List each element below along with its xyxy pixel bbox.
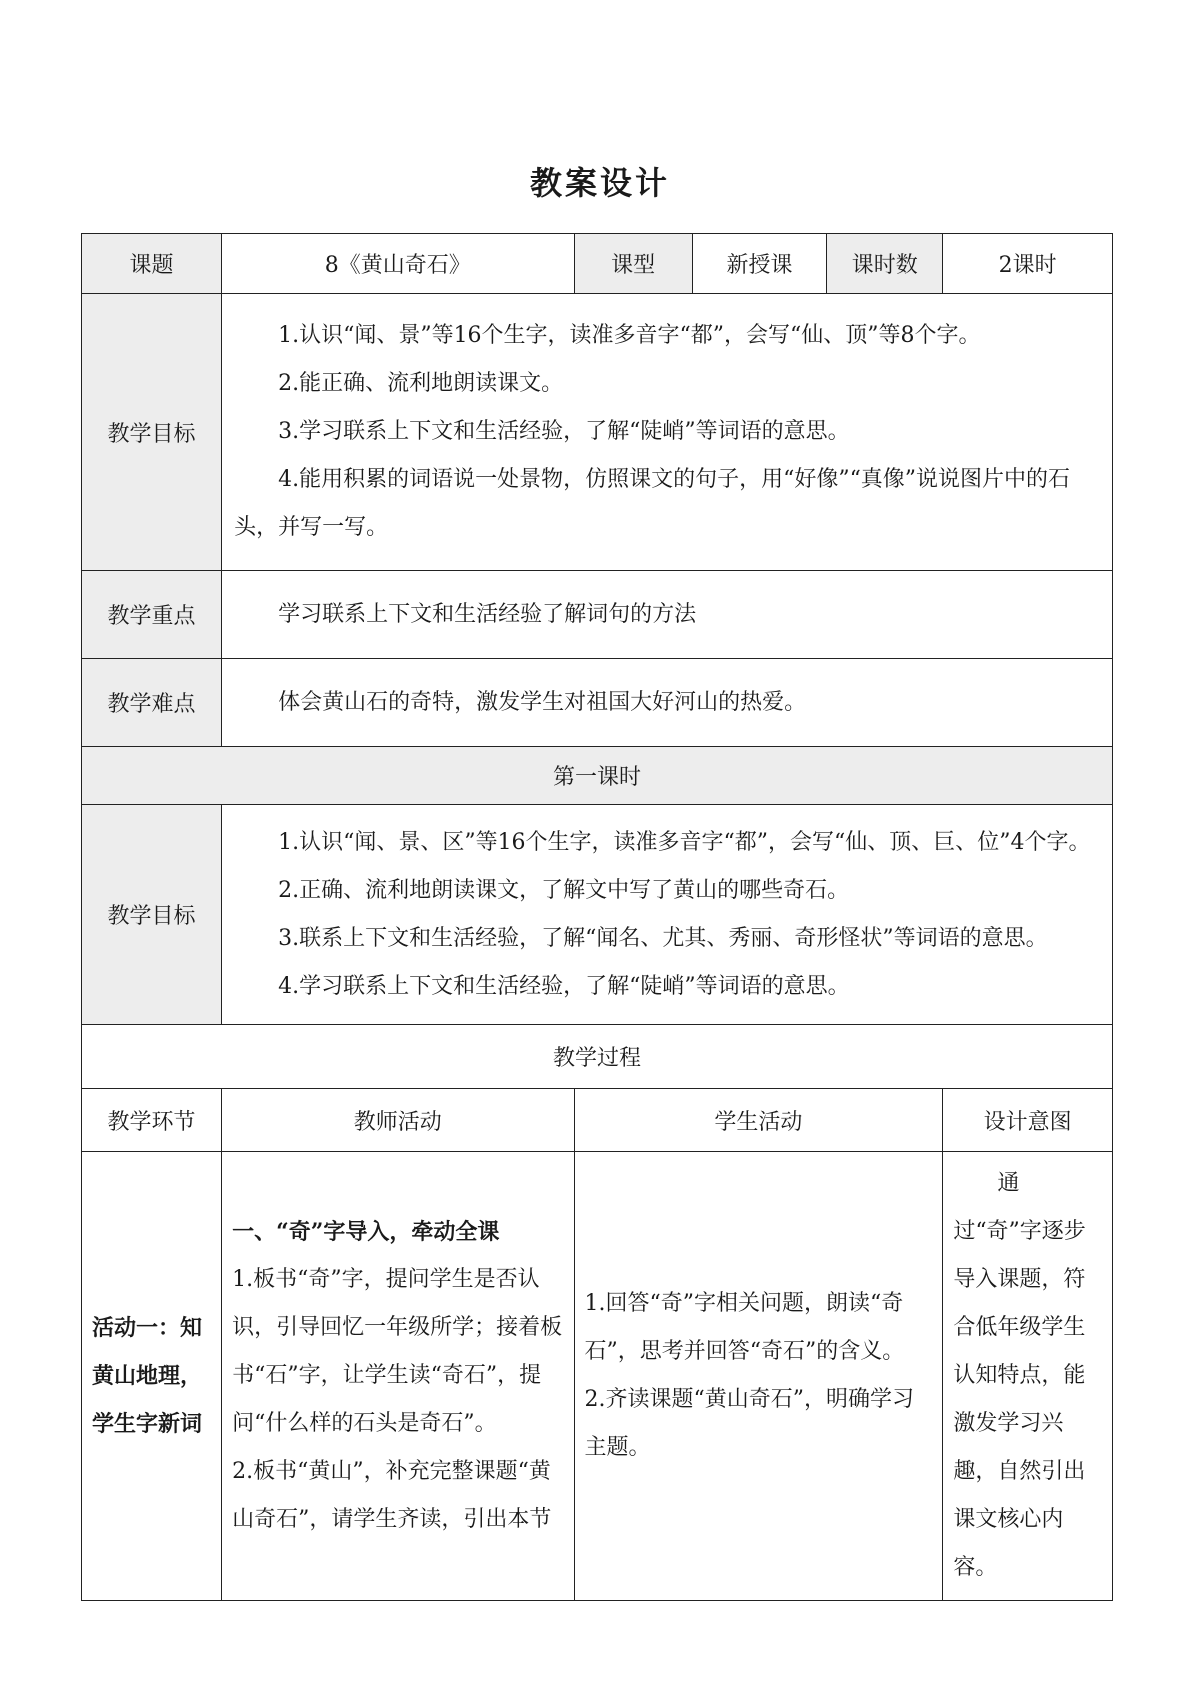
lesson1-goal-item: 1.认识“闻、景、区”等16个生字，读准多音字“都”，会写“仙、顶、巨、位”4个字。 [278,829,1091,855]
teacher-section-title: 一、“奇”字导入，牵动全课 [232,1219,500,1245]
difficulty-row [82,659,1113,747]
type-label: 课型 [574,234,692,294]
column-header-teacher: 教师活动 [222,1089,574,1152]
column-header-student: 学生活动 [574,1089,943,1152]
difficulty-text: 体会黄山石的奇特，激发学生对祖国大好河山的热爱。 [278,689,807,715]
lesson1-heading: 第一课时 [82,747,1113,805]
goals-content [222,294,1113,571]
activity1-stage [82,1152,222,1601]
header-row [82,234,1113,294]
lesson1-goals-row [82,805,1113,1025]
teacher-item: 1.板书“奇”字，提问学生是否认识，引导回忆一年级所学；接着板书“石”字，让学生读“奇石”，提问“什么样的石头是奇石”。 [232,1267,563,1436]
activity1-row [82,1152,1113,1601]
lesson1-goal-item: 3.联系上下文和生活经验，了解“闻名、尤其、秀丽、奇形怪状”等词语的意思。 [278,925,1048,951]
goal-item: 4.能用积累的词语说一处景物，仿照课文的句子，用“好像”“真像”说说图片中的石头，并写一写。 [234,467,1071,540]
activity1-name: 活动一：知黄山地理，学生字新词 [92,1315,203,1437]
hours-value: 2课时 [943,234,1113,294]
process-heading: 教学过程 [82,1025,1113,1089]
teacher-item: 2.板书“黄山”，补充完整课题“黄山奇石”，请学生齐读，引出本节 [232,1459,552,1532]
process-heading-row [82,1025,1113,1089]
goal-item: 1.认识“闻、景”等16个生字，读准多音字“都”，会写“仙、顶”等8个字。 [278,323,981,348]
document-title: 教案设计 [529,164,670,202]
activity1-student [574,1152,943,1601]
process-column-headers [82,1089,1113,1152]
key-point-label: 教学重点 [82,571,222,659]
key-point-text: 学习联系上下文和生活经验了解词句的方法 [278,601,697,627]
goals-label: 教学目标 [82,294,222,571]
goal-item: 3.学习联系上下文和生活经验，了解“陡峭”等词语的意思。 [278,419,850,444]
difficulty-content [222,659,1113,747]
goal-item: 2.能正确、流利地朗读课文。 [278,371,564,396]
column-header-stage: 教学环节 [82,1089,222,1152]
hours-label: 课时数 [827,234,943,294]
lesson1-heading-row [82,747,1113,805]
student-item: 1.回答“奇”字相关问题，朗读“奇石”，思考并回答“奇石”的含义。 [584,1291,905,1364]
topic-value: 8《黄山奇石》 [222,234,574,294]
activity1-intent [943,1152,1113,1601]
goals-row [82,294,1113,571]
type-value: 新授课 [692,234,827,294]
difficulty-label: 教学难点 [82,659,222,747]
lesson1-goal-item: 2.正确、流利地朗读课文，了解文中写了黄山的哪些奇石。 [278,877,850,903]
key-point-row [82,571,1113,659]
activity1-teacher [222,1152,574,1601]
intent-text: 通过“奇”字逐步导入课题，符合低年级学生认知特点，能激发学习兴趣，自然引出课文核心内容。 [953,1171,1086,1580]
lesson1-goals-label: 教学目标 [82,805,222,1025]
lesson-plan-table [81,233,1113,1601]
column-header-intent: 设计意图 [943,1089,1113,1152]
key-point-content [222,571,1113,659]
lesson1-goals-content [222,805,1113,1025]
lesson1-goal-item: 4.学习联系上下文和生活经验，了解“陡峭”等词语的意思。 [278,973,850,999]
student-item: 2.齐读课题“黄山奇石”，明确学习主题。 [584,1387,914,1460]
topic-label: 课题 [82,234,222,294]
